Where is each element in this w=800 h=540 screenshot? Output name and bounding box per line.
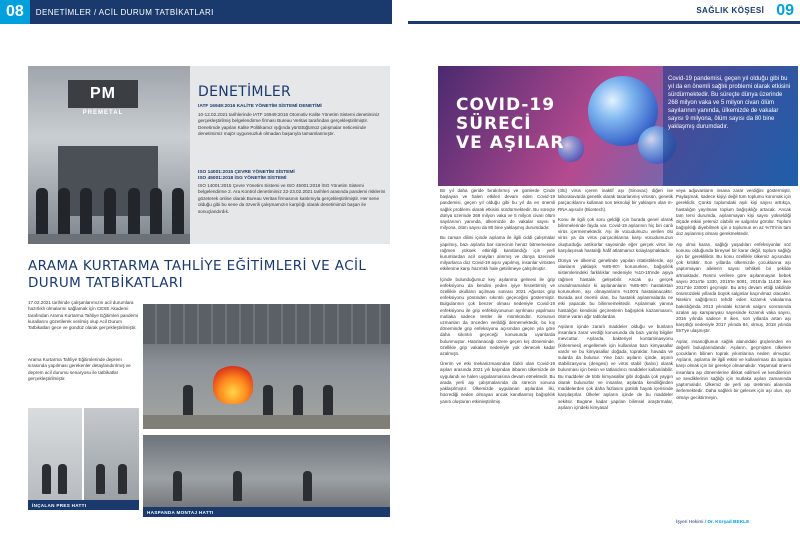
person-figure xyxy=(96,464,105,494)
right-header-bar xyxy=(408,0,800,24)
author-name: Dr. Kürşad BEKLE xyxy=(707,520,750,525)
fire-flame xyxy=(213,364,253,404)
person-figure xyxy=(42,464,51,494)
article-author: İşyeri Hekimi / Dr. Kürşad BEKLE xyxy=(676,520,750,525)
tatbikat-paragraph-2: Arama Kurtarma Tahliye Eğitimlerinde deprem sırasında yapılması gerekenler detaylandırılmış ve deprem acil durumu senaryosu ile tatbikatlar gerçekleştirilmiştir. xyxy=(28,357,131,381)
caption-press-line: İNÇALAN PRES HATTI xyxy=(28,500,139,510)
article-column-3 xyxy=(676,188,791,405)
article-column-2 xyxy=(558,188,673,415)
person-figure xyxy=(173,471,182,501)
person-figure xyxy=(303,471,312,501)
article-paragraph: Ürerim ve etki mekanizmasından farklı olan Covid-19 aşıları arasında 2021 yılı başından itibaren ülkemizde de uygulandı ve halen uygulanmasına devam etmektedir. Bu arada yerli aşı çalışmalarında da sürecin sonuna yaklaşılmıştır. Ülkemizde uygulanan aşılardan ilki, hücrediği neden olmayan ancak kanıtlanmış bağışıklık yanıtı oluşturan etkinleştirilmiş xyxy=(440,361,555,404)
article-paragraph: veya adjuvanların insana zarar verdiğini göstermiştir. Paylaşmak, sadece kişiyi değil tüm toplumu korumak için gereklidir. Çünkü toplumdaki aşılı kişi sayısı arttıkça, hastalığın yayılması toplum bağışıklığı artacak. Ancak tam tersi durumda, aşılanmayan kişi sayısı yükseldiği ölçüde etkisi yetersiz olabilir ve salgınlar görülür. Toplum bağışıklığı diyebilmek için o toplumun en az %70'inin tam doz aşılanmış olması gerekmektedir. xyxy=(676,188,791,237)
left-section-title: DENETİMLER / ACİL DURUM TATBİKATLARI xyxy=(35,7,214,17)
person-figure xyxy=(150,188,162,236)
person-figure xyxy=(58,188,70,236)
person-figure xyxy=(128,188,140,236)
article-paragraph: Bu zaman dilimi içinde aşılama ile ilgili ciddi çalışmalar yapılmış, bazı aşılarla bar sürecinin henüz bitmemesine rağmen yüksek etkinliği kanıtlandığı için yerli kurumlardan acil onayları alınmış ve dünya üzerinde milyarlarca doz Covid-19 aşısı yapılmış, insanlar virüsten etkilenme karşı hazırlıklı hale getirilmeye çalışılmıştır. xyxy=(440,235,555,272)
warehouse-roof xyxy=(143,304,390,344)
person-figure xyxy=(80,188,92,236)
article-column-1 xyxy=(440,188,555,409)
right-page-number: 09 xyxy=(776,1,794,19)
article-paragraph: Bir yıl daha geride bırakılırmış ve günlerde Çinde başlayan ve halen etkileri devam eden Covid-19 pandemisi, geçen yıl olduğu gibi bu yıl da en önemli sağlık problemi olarak etkisini sürdürmektedir. Bu süreçte dünya üzerinde 268 milyon vaka ve 5 milyon civarı ölüm sayılarının yanında, ülkemizde de vakalar sayısı 9 milyona, ölüm sayısı da 80 bine yaklaşmış durumdadır. xyxy=(440,188,555,231)
person-figure xyxy=(104,188,116,236)
iso-paragraph: ISO 14001:2015 Çevre Yönetim Sistemi ve ISO 45001:2018 İSG Yönetim Sistemi belgelendirme 2. Ara Kontrol denetimimiz 22-23.02.2021 tarihleri arasında pandemi risklerini gözeterek online olarak Bureau Veritas firmasının katılımıyla gerçekleştirilmiştir. Her sene olduğu gibi bu sene da özverili çalışmamızın karşılığı olarak denetimimizi başarı ile sonuçlandırdık. xyxy=(198,183,386,214)
tatbikat-paragraph-1: 17.02.2021 tarihinde çalışanlarımızın acil durumlara hazırlıklı olmalarını sağlamak için CESE Akademi tarafından Arama Kurtarma Tahliye Eğitimleri pandemi kurallarını gözetilerek verilmiş olup Acil Durum Tatbikatları gece ve gündüz olarak gerçekleştirilmiştir. xyxy=(28,300,138,331)
iso-subheading: ISO 14001:2015 ÇEVRE YÖNETİM SİSTEMİ ISO 45001:2018 İSG YÖNETİM SİSTEMİ xyxy=(198,170,295,181)
person-figure xyxy=(36,188,48,236)
assembly-line-photo xyxy=(143,435,390,507)
left-page-number: 08 xyxy=(0,0,30,24)
article-paragraph: Aşıların içinde zararlı maddeler olduğu ve bunların insanlara zarar verdiği konusunda da bazı yanlış bilgiler mevcuttur. Aşılarda, bakteriyel kontaminasyonu (kirlenmesi) engellemek için kullanılan bazı kimyasallar vardır ve bu kimyasallar doğada, topraklar, havada ve sularda da bulunur. Yine bazı aşıların içinde, aşının stabilizasyonu (dengesi) ve virüs stabil (kalıcı) olarak bulunması için besin ve tatlandırıcı maddeler kullanılabilir. Bu maddeler de tıbbi kimyasallar gibi doğada çok yaygın olarak bulunurlar ve insanlar, aşılarda kendiliğinden maddelerden çok daha fazlasını günlük hayatı içerisinde karşılaşırlar. Ülkeler aşıların içinde de bu maddeler sekitsir. Bugüne kadar yapılan bilimsel araştırmalar, aşıların içindeki kimyasal xyxy=(558,324,673,410)
article-paragraph: Aşı olma kararı, sağlığı yaşadıları enfeksiyonlar söz konusu olduğunda bireysel bir karar değil, toplum sağlığı için bir gerekliliktir. Bu konu özellikle ülkemiz açısından çok kritiktir. Son yıllarda ülkemizde çocuklarına aşı yaptırmayan ailelerin sayısı tehlikeli bir şekilde artmaktadır. Resmi verilere göre aşılanmayan bebek sayısı 2014'te 1330, 2015'te 5091, 2016'da 11430 iken 2017'de 23000'i geçmiştir. Bu artış devam ettiği takdirde önümüzdeki yıllarda büyük salgınlar kaçınılmaz olacaktır. Nitekim sağlığımızı tehdit eden kızamık vakalarına bakıldığında 2013 yılındaki kızamık salgını sonrasında azalan aşı kampanyası sayesinde kızamık vaka sayısı, 2016 yılında sadece 8 iken, son yıllarda artan aşı karşıtlığı nedeniyle 2017 yılında 84, olmuş, 2018 yılında 557'ye ulaşmıştır. xyxy=(676,241,791,334)
covid-hero-title xyxy=(456,96,565,153)
article-paragraph: İçinde bulunduğumuz key aşılanma gelmesi ile grip enfeksiyonu da kendini yeden iyiye hissettirmiş ve özellikle okulların açılması sonrası 2021 Ağustos grip enfeksiyonu yönünden sıkıntılı geçeceğini göstermiştir. Bulgularının çok benzer olması nedeniyle Covid-19 enfeksiyonu ile grip enfeksiyonunun ayrılması yapılması mutlaka sadece testler ile mümkündür. Konunun uzmanları da önceden verildiği dememektedir, bu kış döneminde grip enfeksiyonu açısından geçen yıla göre daha sıkıntılı geçeceği konusunda uyarılarda bulunmuştur. Hatırlanacağı üzere geçen kış döneminde, özellikle grip vakaları nedeniyle yok denecek kadar azalmıştı. xyxy=(440,276,555,357)
denetimler-title: DENETİMLER xyxy=(198,84,292,100)
article-paragraph: (ölü) virüs içeren inaktif aşı (Sinovac) diğeri ise laboratuvarda genetik olarak tasarlanmış virüsün, genetik parçacıklarını kullanan son teknoloji bir yaklaşım olan m-RNA aşısıdır (Biontech). xyxy=(558,188,673,212)
person-figure xyxy=(58,464,67,494)
hero-title-line-1: COVID-19 xyxy=(456,95,556,115)
article-paragraph: Dünya ve ülkemiz genelinde yapılan istatistiklerde, aşı olanların yaklaşık %85-90'ı korunurken, bağışıklık sistemlerindeki farklılıklar nedeniyle %10-15'inde aşıya rağmen hastalık gelişebilir. Ancak şu gerçek unutulmamalıdır ki aşılananların %85-90'ı hastalıktan korunurken, aşı olmayanların %100'ü hastalanacaktır. Burada asıl önemli olan, bu hastalık aşılanmalarda ne etki yapacak bu bilinmemektedir. Aşılanmak yanına hastalığın kendisini geçirenlerin bağışıklık kazanmasını, ölüme varan ağır tablolardan. xyxy=(558,258,673,319)
author-role: İşyeri Hekimi xyxy=(676,520,704,525)
left-header-bar xyxy=(0,0,392,24)
person-figure xyxy=(118,464,127,494)
evacuation-photo-2 xyxy=(84,408,139,500)
ground xyxy=(28,234,190,244)
evacuation-photo-1 xyxy=(28,408,82,500)
iatf-subheading: IATF 16949:2016 KALİTE YÖNETİM SİSTEMİ DENETİMİ xyxy=(198,104,322,109)
person-figure xyxy=(172,188,184,236)
factory-team-photo xyxy=(28,66,190,244)
fire-drill-photo xyxy=(143,304,390,429)
article-paragraph: Aşılar, insanoğlunun sağlık alanındaki güçlerinden en değerli buluşlarındandır. Aşıların, geçmişten ülkelere çocukların bilinen toprak yıkımlarına neden olmuştur. Aşıların, aşılama ile ilgili etkisi ve kullanılması da aşılara karşı olmak için bir gerekçe olmamalıdır. Yaşamsal önemi insanlara aşı dönemlerine dikkat edilmeli ve kendilerinin ve sevdiklerinin sağlığı için mutlaka aşıları zamanında yaptırmalıdır. Ülkemiz de yerli aşı üretimini alanında ilerlemektedir. Daha sağlıklı bir gelecek için aşı olun, aşı olmayı geciktirmeyin. xyxy=(676,338,791,400)
premetal-logo-sub: PREMETAL xyxy=(82,110,124,116)
covid-pull-quote: Covid-19 pandemisi, geçen yıl olduğu gibi bu yıl da en önemli sağlık problemi olarak etkisini sürdürmektedir. Bu süreçte dünya üzerinde 268 milyon vaka ve 5 milyon civarı ölüm sayılarının yanında, ülkemizde de vakalar sayısı 9 milyona, ölüm sayısı da 80 bine yaklaşmış durumdadır. xyxy=(668,76,791,130)
person-figure xyxy=(233,471,242,501)
hero-title-line-3: VE AŞILAR xyxy=(456,133,565,153)
warehouse-floor xyxy=(143,415,390,429)
hero-title-line-2: SÜRECİ xyxy=(456,114,532,134)
caption-assembly-line: HASPANDA MONTAJ HATTI xyxy=(143,507,390,517)
tatbikat-title: ARAMA KURTARMA TAHLİYE EĞİTİMLERİ VE ACİL DURUM TATBİKATLARI xyxy=(28,258,367,291)
premetal-logo: PM xyxy=(68,80,138,108)
right-section-title: SAĞLIK KÖŞESİ xyxy=(696,6,765,15)
iatf-paragraph: 10-12.02.2021 tarihlerinde IATF 16949:2016 Otomotiv Kalite Yönetim Sistemi denetiminiz gerçekleştirilmiş belgelendirme firması Bureau Veritas tarafından gerçekleştirilmiştir. Denetimde yapılan Kalite Politikamız ışığında yürüttüğümüz çalışmalar neticesinde denetimimiz majör uygunsuzluk olmadan başarıyla tamamlanmıştır. xyxy=(198,112,380,137)
article-paragraph: Konu ile ilgili çok soru geldiği için burada genel olarak bilinmelerinde fayda var. Covid-19 aşılarının hiç biri canlı virüs içermemektedir. Aşı ile vücudumuzu verilen ölü virüs ya da virüs parçacıklarına karşı vücudumuzun oluşturduğu antikorlar sayesinde eğer gerçek virüs ile karşılaşırsak hastalığı hafif atlatmamız kolaylaşmaktadır. xyxy=(558,216,673,253)
